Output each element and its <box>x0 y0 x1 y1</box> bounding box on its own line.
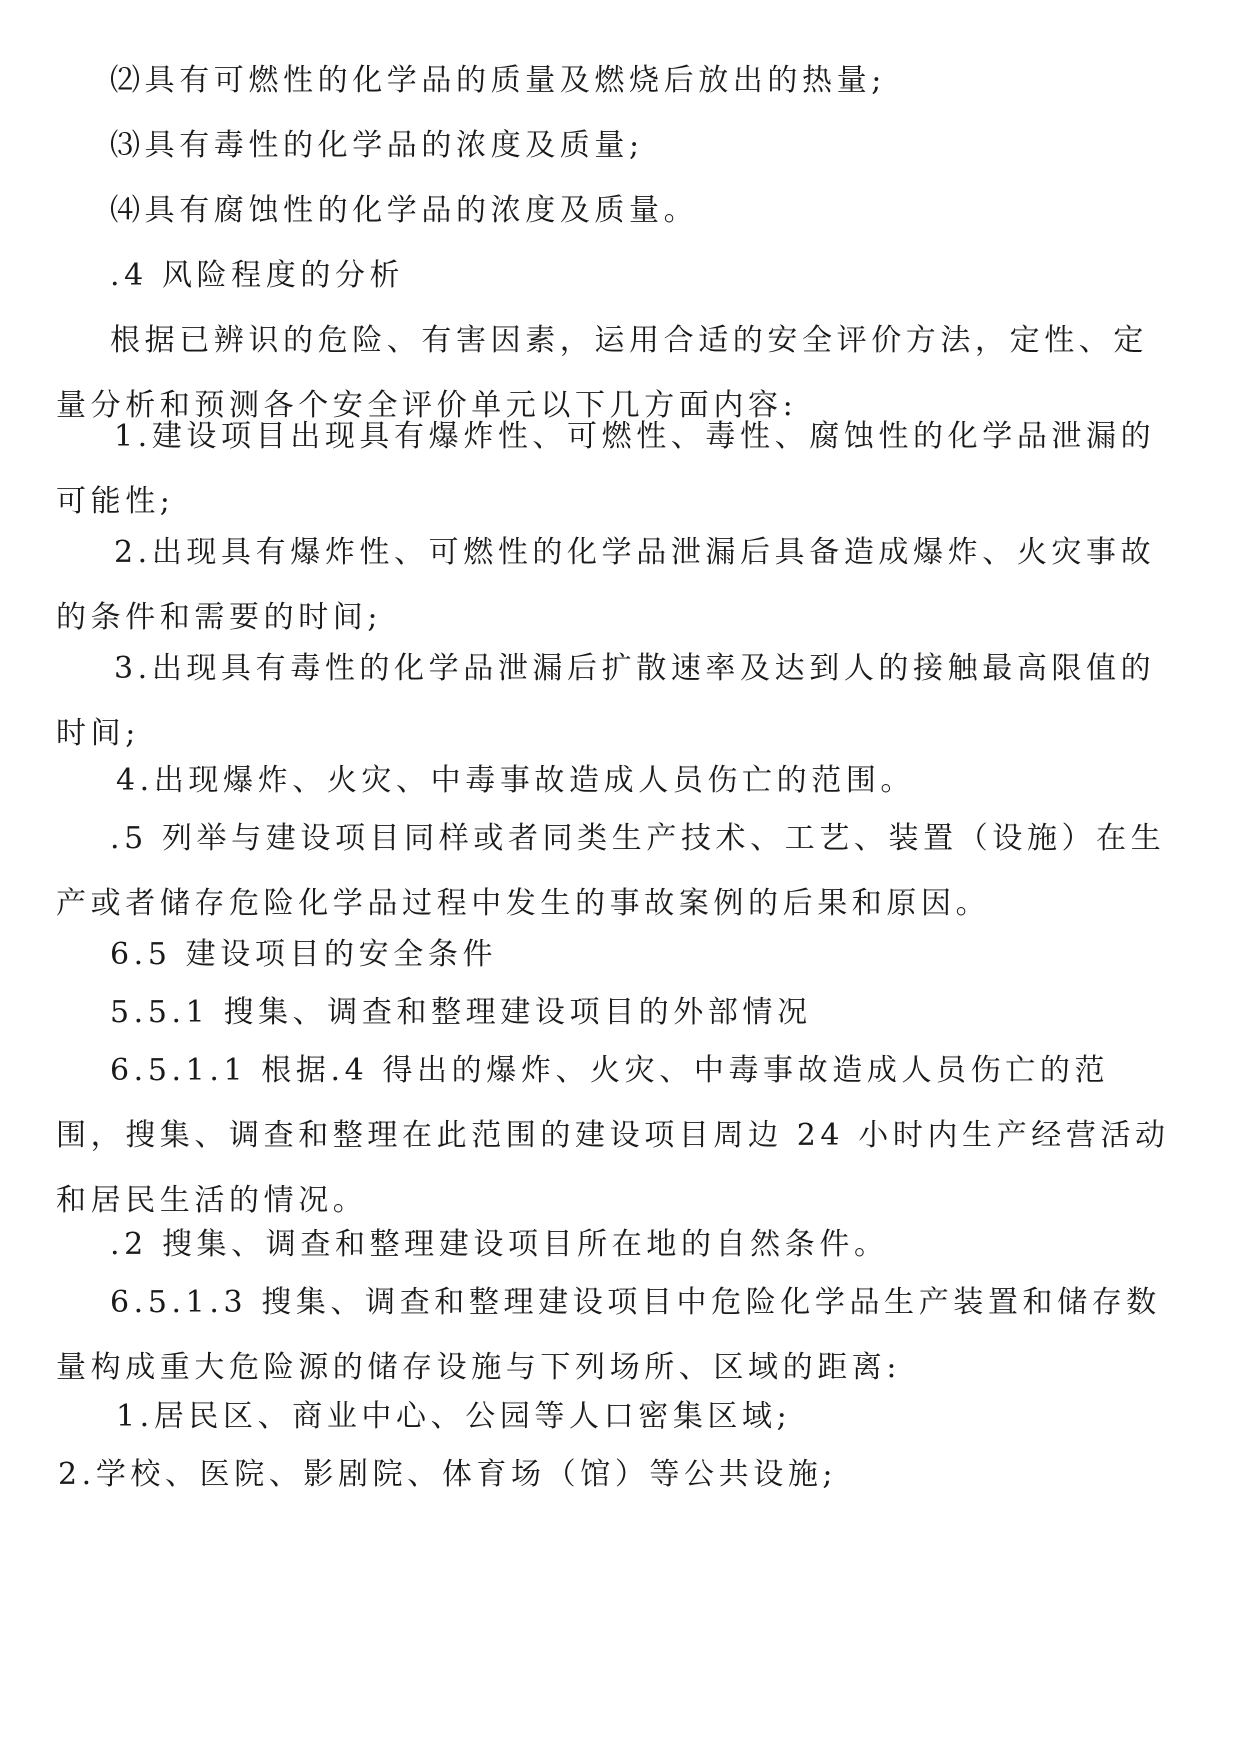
section-natural-conditions: .2 搜集、调查和整理建设项目所在地的自然条件。 <box>110 1227 889 1262</box>
section-6-5-heading: 6.5 建设项目的安全条件 <box>110 937 498 972</box>
item-3-toxic: ⑶具有毒性的化学品的浓度及质量; <box>110 128 644 163</box>
risk-item-3: 3.出现具有毒性的化学品泄漏后扩散速率及达到人的接触最高限值的时间; <box>56 651 1156 751</box>
risk-item-4: 4.出现爆炸、火灾、中毒事故造成人员伤亡的范围。 <box>116 763 916 798</box>
risk-item-1: 1.建设项目出现具有爆炸性、可燃性、毒性、腐蚀性的化学品泄漏的可能性; <box>56 419 1156 519</box>
section-6-5-1-3: 6.5.1.3 搜集、调查和整理建设项目中危险化学品生产装置和储存数量构成重大危险源的储存设施与下列场所、区域的距离: <box>56 1285 1161 1385</box>
section-5-5-1-heading: 5.5.1 搜集、调查和整理建设项目的外部情况 <box>110 995 812 1030</box>
section-accident-cases: .5 列举与建设项目同样或者同类生产技术、工艺、装置（设施）在生产或者储存危险化学品过程中发生的事故案例的后果和原因。 <box>56 821 1166 921</box>
distance-item-2: 2.学校、医院、影剧院、体育场（馆）等公共设施; <box>58 1457 838 1492</box>
risk-analysis-intro: 根据已辨识的危险、有害因素，运用合适的安全评价方法，定性、定量分析和预测各个安全评价单元以下几方面内容: <box>56 323 1148 423</box>
item-4-corrosive: ⑷具有腐蚀性的化学品的浓度及质量。 <box>110 193 699 228</box>
item-2-combustible: ⑵具有可燃性的化学品的质量及燃烧后放出的热量; <box>110 63 886 98</box>
risk-item-2: 2.出现具有爆炸性、可燃性的化学品泄漏后具备造成爆炸、火灾事故的条件和需要的时间; <box>56 535 1156 635</box>
section-risk-analysis-heading: .4 风险程度的分析 <box>110 258 405 293</box>
distance-item-1: 1.居民区、商业中心、公园等人口密集区域; <box>116 1399 792 1434</box>
section-6-5-1-1: 6.5.1.1 根据.4 得出的爆炸、火灾、中毒事故造成人员伤亡的范围，搜集、调查和整理在此范围的建设项目周边 24 小时内生产经营活动和居民生活的情况。 <box>56 1053 1170 1218</box>
